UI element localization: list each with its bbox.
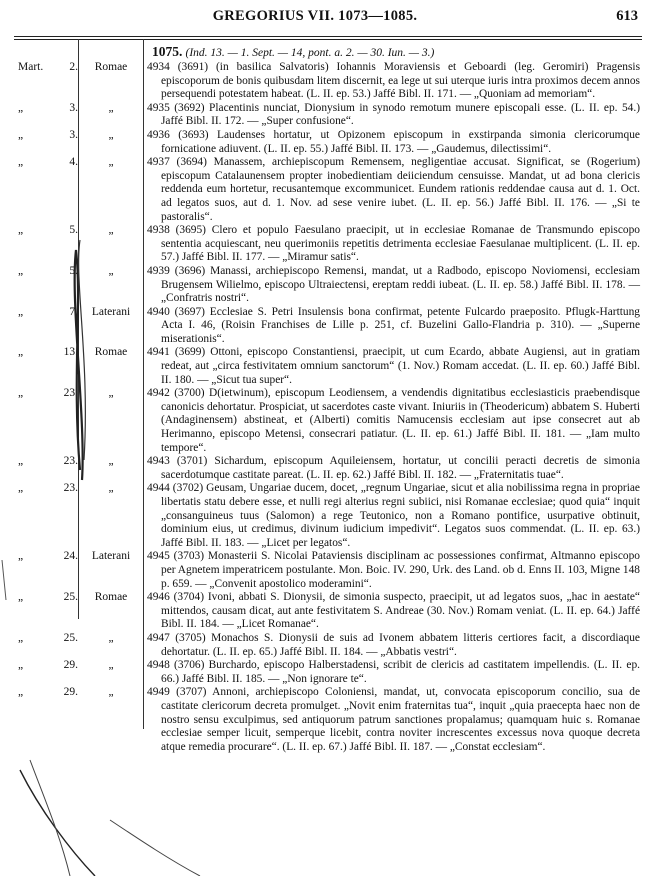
regest-entry xyxy=(0,550,650,591)
entry-text: 4949 (3707) Annoni, archiepiscopo Coloniensi, mandat, ut, convocata episcoporum concilio, sua de castitate clericorum decreta promulget. „Novit enim fraternitas tua“, inquit „quia praecepta haec non de nostro sensu exculpimus, sed antiquorum patrum sanctiones propalamus; quamquam huic s. Romanae ecclesiae semper licuit, semperque licebit, contra noviter increscentes excessus nova quoque decreta atque remedia procurare“. (L. II. ep. 67.) Jaffé Bibl. II. 187. — „Constat ecclesiam“. xyxy=(147,686,640,753)
entry-place: „ xyxy=(108,264,114,277)
entry-month: Mart. xyxy=(18,61,44,73)
entry-place: Romae xyxy=(94,61,128,73)
regest-entry xyxy=(0,306,650,347)
entry-place: „ xyxy=(108,224,114,237)
regest-entry xyxy=(0,455,650,482)
entry-day: 7. xyxy=(69,305,78,318)
regesta-entries xyxy=(0,61,650,754)
year-heading xyxy=(152,44,434,60)
year-indiction-meta: (Ind. 13. — 1. Sept. — 14, pont. a. 2. — 30. Iun. — 3.) xyxy=(185,47,435,59)
entry-month: „ xyxy=(18,482,24,495)
entry-day: 4. xyxy=(69,156,78,169)
entry-place: „ xyxy=(108,659,114,672)
entry-day: 3. xyxy=(69,128,78,141)
entry-month: „ xyxy=(18,156,24,169)
entry-text: 4944 (3702) Geusam, Ungariae ducem, docet, „regnum Ungariae, sicut et alia nobilissima regna in propriae libertatis statu debere esse, et nulli regi alterius regni subiici, nisi Romanae ecclesiae; quod quia“ inquit „consanguineus tuus (Salomon) a rege Teutonico, non a Romano pontifice, usurpative obtinuit, dominium eius, ut credimus, divinum iudicium impedivit“. Legatos suos commendat. (L. II. ep. 63.) Jaffé Bibl. II. 183. — „Licet per legatos“. xyxy=(147,482,640,549)
running-title: GREGORIUS VII. 1073—1085. xyxy=(212,8,418,24)
entry-place: „ xyxy=(108,101,114,114)
entry-place: „ xyxy=(108,686,114,699)
entry-month: „ xyxy=(18,387,24,400)
entry-text: 4935 (3692) Placentinis nunciat, Dionysium in synodo remotum munere episcopali esse. (L. II. ep. 54.) Jaffé Bibl. II. 172. — „Super confusione“. xyxy=(147,101,640,128)
entry-day: 24. xyxy=(63,550,78,563)
regest-entry xyxy=(0,61,650,102)
page-number: 613 xyxy=(616,8,638,24)
entry-month: „ xyxy=(18,224,24,237)
entry-day: 13. xyxy=(63,346,78,359)
regest-entry xyxy=(0,482,650,550)
entry-text: 4940 (3697) Ecclesiae S. Petri Insulensis bona confirmat, petente Fulcardo praeposito. Pflugk-Harttung Acta I. 46, (Roisin Franchises de Lille p. 251, cf. Buzelini Gallo-Flandria p. 310). — „Superne miserationis“. xyxy=(147,305,640,345)
regest-entry xyxy=(0,632,650,659)
regest-entry xyxy=(0,129,650,156)
entry-place: „ xyxy=(108,128,114,141)
entry-text: 4938 (3695) Clero et populo Faesulano praecipit, ut in ecclesiae Romanae de Transmundo episcopo sententia acquiescant, neu querimoniis repetitis detrimenta ecclesiae Faesulanae multiplicent. (L. II. ep. 57.) Jaffé Bibl. II. 177. — „Miramur satis“. xyxy=(147,224,640,264)
entry-day: 23. xyxy=(63,387,78,400)
regest-entry xyxy=(0,265,650,306)
entry-month: „ xyxy=(18,346,24,359)
header-rule-top xyxy=(14,36,642,37)
entry-text: 4947 (3705) Monachos S. Dionysii de suis ad Ivonem abbatem litteris certiores facit, a discordiaque dehortatur. (L. II. ep. 65.) Jaffé Bibl. II. 184. — „Abbatis vestri“. xyxy=(147,631,640,658)
entry-place: „ xyxy=(108,387,114,400)
entry-month: „ xyxy=(18,305,24,318)
entry-place: Laterani xyxy=(91,550,131,563)
regest-entry xyxy=(0,387,650,455)
entry-place: „ xyxy=(108,455,114,468)
entry-text: 4936 (3693) Laudenses hortatur, ut Opizonem episcopum in exstirpanda simonia clericorumque fornicatione adiuvent. (L. II. ep. 55.) Jaffé Bibl. II. 173. — „Gaudemus, dilectissimi“. xyxy=(147,128,640,155)
entry-month: „ xyxy=(18,659,24,672)
regest-entry xyxy=(0,659,650,686)
entry-place: „ xyxy=(108,156,114,169)
entry-day: 25. xyxy=(63,631,78,644)
entry-text: 4937 (3694) Manassem, archiepiscopum Remensem, negligentiae accusat. Significat, se (Rogerium) episcopum Catalaunensem propter inobedientiam deiiciendum censuisse. Mandat, ut ad bona clericis reddenda eum hortetur, recusantemque excommunicet. Eundem rationis reddendae causa aut d. 1. Oct. ad legatos suos, aut d. 1. Nov. ad sese venire iubet. (L. II. ep. 56.) Jaffé Bibl. II. 176. — „Si te pastoralis“. xyxy=(147,156,640,223)
entry-day: 23. xyxy=(63,482,78,495)
entry-place: Romae xyxy=(94,591,128,604)
entry-month: „ xyxy=(18,455,24,468)
entry-month: „ xyxy=(18,550,24,563)
entry-day: 5. xyxy=(69,264,78,277)
entry-day: 29. xyxy=(63,686,78,699)
entry-text: 4939 (3696) Manassi, archiepiscopo Remensi, mandat, ut a Radbodo, episcopo Noviomensi, ecclesiam Brugensem Wilielmo, episcopo Ultraiectensi, ereptam reddi iubeat. (L. II. ep. 58.) Jaffé Bibl. II. 178. — „Confratris nostri“. xyxy=(147,264,640,305)
entry-text: 4945 (3703) Monasterii S. Nicolai Pataviensis disciplinam ac possessiones confirmat, Altmanno episcopo per Agnetem imperatricem postulante. Mon. Boic. IV. 290, Urk. des Land. ob d. Enns II. 103, Migne 148 p. 659. — „Convenit apostolico moderamini“. xyxy=(147,550,640,590)
entry-text: 4942 (3700) D(ietwinum), episcopum Leodiensem, a vendendis dignitatibus ecclesiasticis praebendisque canonicis dehortatur. Prospiciat, ut sacerdotes caste vivant. Iniuriis in (Theodericum) abbatem S. Huberti (Andaginensem) abstineat, et (Alberti) comitis Namucensis ecclesiam aut ipse consecret aut ab Herimanno, episcopo Metensi, consecrari patiatur. (L. II. ep. 61.) Jaffé Bibl. II. 181. — „Iam multo tempore“. xyxy=(147,387,640,454)
entry-day: 29. xyxy=(63,659,78,672)
regest-entry xyxy=(0,224,650,265)
header-rule-bottom xyxy=(14,39,642,40)
regest-entry xyxy=(0,102,650,129)
entry-text: 4948 (3706) Burchardo, episcopo Halberstadensi, scribit de clericis ad castitatem impellendis. (L. II. ep. 66.) Jaffé Bibl. II. 185. — „Non ignorare te“. xyxy=(147,659,640,685)
regest-entry xyxy=(0,686,650,754)
entry-place: „ xyxy=(108,482,114,495)
regest-entry xyxy=(0,346,650,387)
entry-place: Laterani xyxy=(91,305,131,318)
regest-entry xyxy=(0,591,650,632)
entry-place: Romae xyxy=(94,346,128,359)
entry-text: 4946 (3704) Ivoni, abbati S. Dionysii, de simonia suspecto, praecipit, ut ad legatos suos, „hac in aestate“ mittendos, causam dicat, aut ante festivitatem S. Andreae (30. Nov.) Romam veniat. (L. II. ep. 64.) Jaffé Bibl. II. 184. — „Licet Romanae“. xyxy=(147,591,640,631)
entry-place: „ xyxy=(108,631,114,644)
entry-month: „ xyxy=(18,128,24,141)
year-number: 1075. xyxy=(152,44,183,59)
entry-day: 23. xyxy=(63,455,78,468)
entry-day: 5. xyxy=(69,224,78,237)
entry-day: 25. xyxy=(63,591,78,604)
entry-day: 3. xyxy=(69,101,78,114)
entry-text: 4934 (3691) (in basilica Salvatoris) Iohannis Moraviensis et Geboardi (leg. Geromiri) Pragensis episcoporum de bonis quibusdam litem discernit, ea lege ut sui uterque iuris intra proximos decem annos persequendi potestatem habeat. (L. II. ep. 53.) Jaffé Bibl. II. 171. — „Quoniam ad memoriam“. xyxy=(147,61,640,101)
entry-month: „ xyxy=(18,631,24,644)
regest-entry xyxy=(0,156,650,224)
page-header xyxy=(0,8,650,32)
entry-month: „ xyxy=(18,264,24,277)
entry-text: 4941 (3699) Ottoni, episcopo Constantiensi, praecipit, ut cum Ecardo, abbate Augiensi, aut in gratiam redeat, aut „circa festivitatem omnium sanctorum“ (1. Nov.) Romam accedat. (L. II. ep. 60.) Jaffé Bibl. II. 180. — „Sicut tua super“. xyxy=(147,346,640,386)
entry-text: 4943 (3701) Sichardum, episcopum Aquileiensem, hortatur, ut concilii peracti decretis de simonia sacerdotumque castitate pareat. (L. II. ep. 62.) Jaffé Bibl. II. 182. — „Fraternitatis tuae“. xyxy=(147,455,640,481)
entry-month: „ xyxy=(18,591,24,604)
entry-day: 2. xyxy=(69,61,78,73)
entry-month: „ xyxy=(18,101,24,114)
entry-month: „ xyxy=(18,686,24,699)
